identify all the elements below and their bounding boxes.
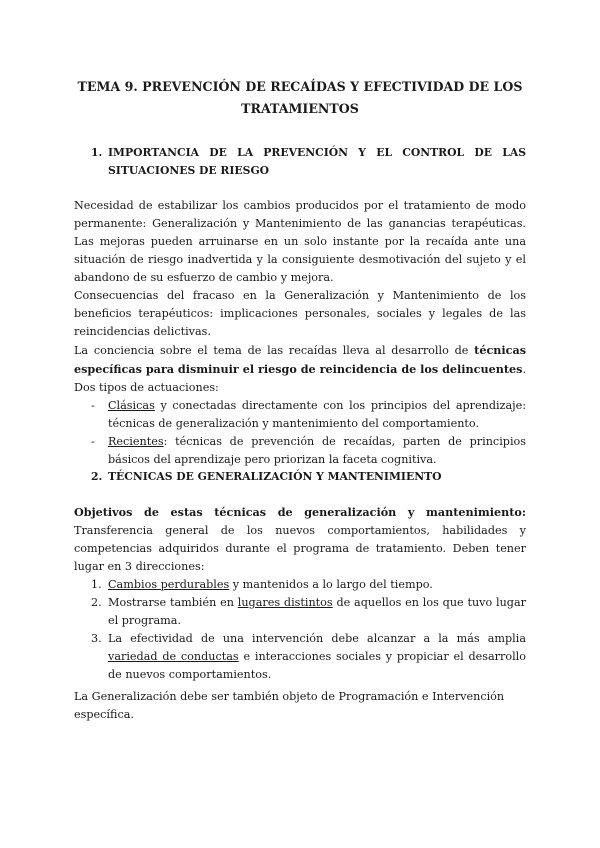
list-item <box>74 576 526 594</box>
page-title: TEMA 9. PREVENCIÓN DE RECAÍDAS Y EFECTIVIDAD DE LOS TRATAMIENTOS <box>77 79 523 116</box>
item-number: 1. <box>91 578 102 591</box>
section-1-number: 1. <box>91 146 103 159</box>
list-item <box>74 397 526 433</box>
item-text-post: e interacciones sociales y propiciar el desarrollo de nuevos comportamientos. <box>108 650 527 681</box>
paragraph-3-tail: . Dos tipos de actuaciones: <box>74 363 526 394</box>
bullet-text: : técnicas de prevención de recaídas, parten de principios básicos del aprendizaje pero priorizan la faceta cognitiva. <box>108 435 526 466</box>
bullet-marker: - <box>91 435 95 448</box>
paragraph-3-lead: La conciencia sobre el tema de las recaídas lleva al desarrollo de <box>74 344 475 357</box>
section-2-closing: La Generalización debe ser también objeto de Programación e Intervención específica. <box>74 690 505 721</box>
section-1-title: IMPORTANCIA DE LA PREVENCIÓN Y EL CONTROL DE LAS SITUACIONES DE RIESGO <box>108 146 526 177</box>
item-number: 3. <box>91 632 102 645</box>
section-1-paragraph-3-text <box>74 341 526 397</box>
item-underlined: variedad de conductas <box>108 650 239 663</box>
item-text-pre: La efectividad de una intervención debe alcanzar a la más amplia <box>108 632 526 645</box>
item-text-post: de aquellos en los que tuvo lugar el programa. <box>108 596 526 627</box>
bullet-term: Clásicas <box>108 399 155 412</box>
item-underlined: Cambios perdurables <box>108 578 230 591</box>
section-2-number: 2. <box>91 470 103 483</box>
section-2-title: TÉCNICAS DE GENERALIZACIÓN Y MANTENIMIENTO <box>108 470 442 483</box>
section-1-paragraph-1: Necesidad de estabilizar los cambios producidos por el tratamiento de modo permanente: Generalización y Mantenimiento de las ganancias terapéuticas. Las mejoras pueden arruinarse en un solo instante por la recaída ante una situación de riesgo inadvertida y la consiguiente desmotivación del sujeto y el abandono de su esfuerzo de cambio y mejora. <box>74 199 526 284</box>
section-1-paragraph-2: Consecuencias del fracaso en la Generalización y Mantenimiento de los beneficios terapéuticos: implicaciones personales, sociales y legales de las reincidencias delictivas. <box>74 289 526 338</box>
section-1-paragraph-3 <box>74 341 526 469</box>
list-item <box>74 630 526 684</box>
list-item <box>74 433 526 469</box>
objectives-text <box>74 503 526 576</box>
bullet-term: Recientes <box>108 435 164 448</box>
directions-list <box>74 576 526 684</box>
actions-list <box>74 397 526 469</box>
objectives-rest: Transferencia general de los nuevos comportamientos, habilidades y competencias adquiridos durante el programa de tratamiento. Deben tener lugar en 3 direcciones: <box>74 524 526 573</box>
item-underlined: lugares distintos <box>237 596 333 609</box>
item-text-post: y mantenidos a lo largo del tiempo. <box>229 578 433 591</box>
section-1-heading <box>74 144 526 180</box>
section-2-objectives <box>74 503 526 684</box>
objectives-bold: Objetivos de estas técnicas de generalización y mantenimiento: <box>74 505 526 519</box>
section-2-heading <box>74 468 526 486</box>
item-text-pre: Mostrarse también en <box>108 596 238 609</box>
paragraph-3-bold: técnicas específicas para disminuir el riesgo de reincidencia de los delincuentes <box>74 343 526 376</box>
item-number: 2. <box>91 596 102 609</box>
bullet-marker: - <box>91 399 95 412</box>
bullet-text: y conectadas directamente con los principios del aprendizaje: técnicas de generalización y mantenimiento del comportamiento. <box>108 399 526 430</box>
list-item <box>74 594 526 630</box>
